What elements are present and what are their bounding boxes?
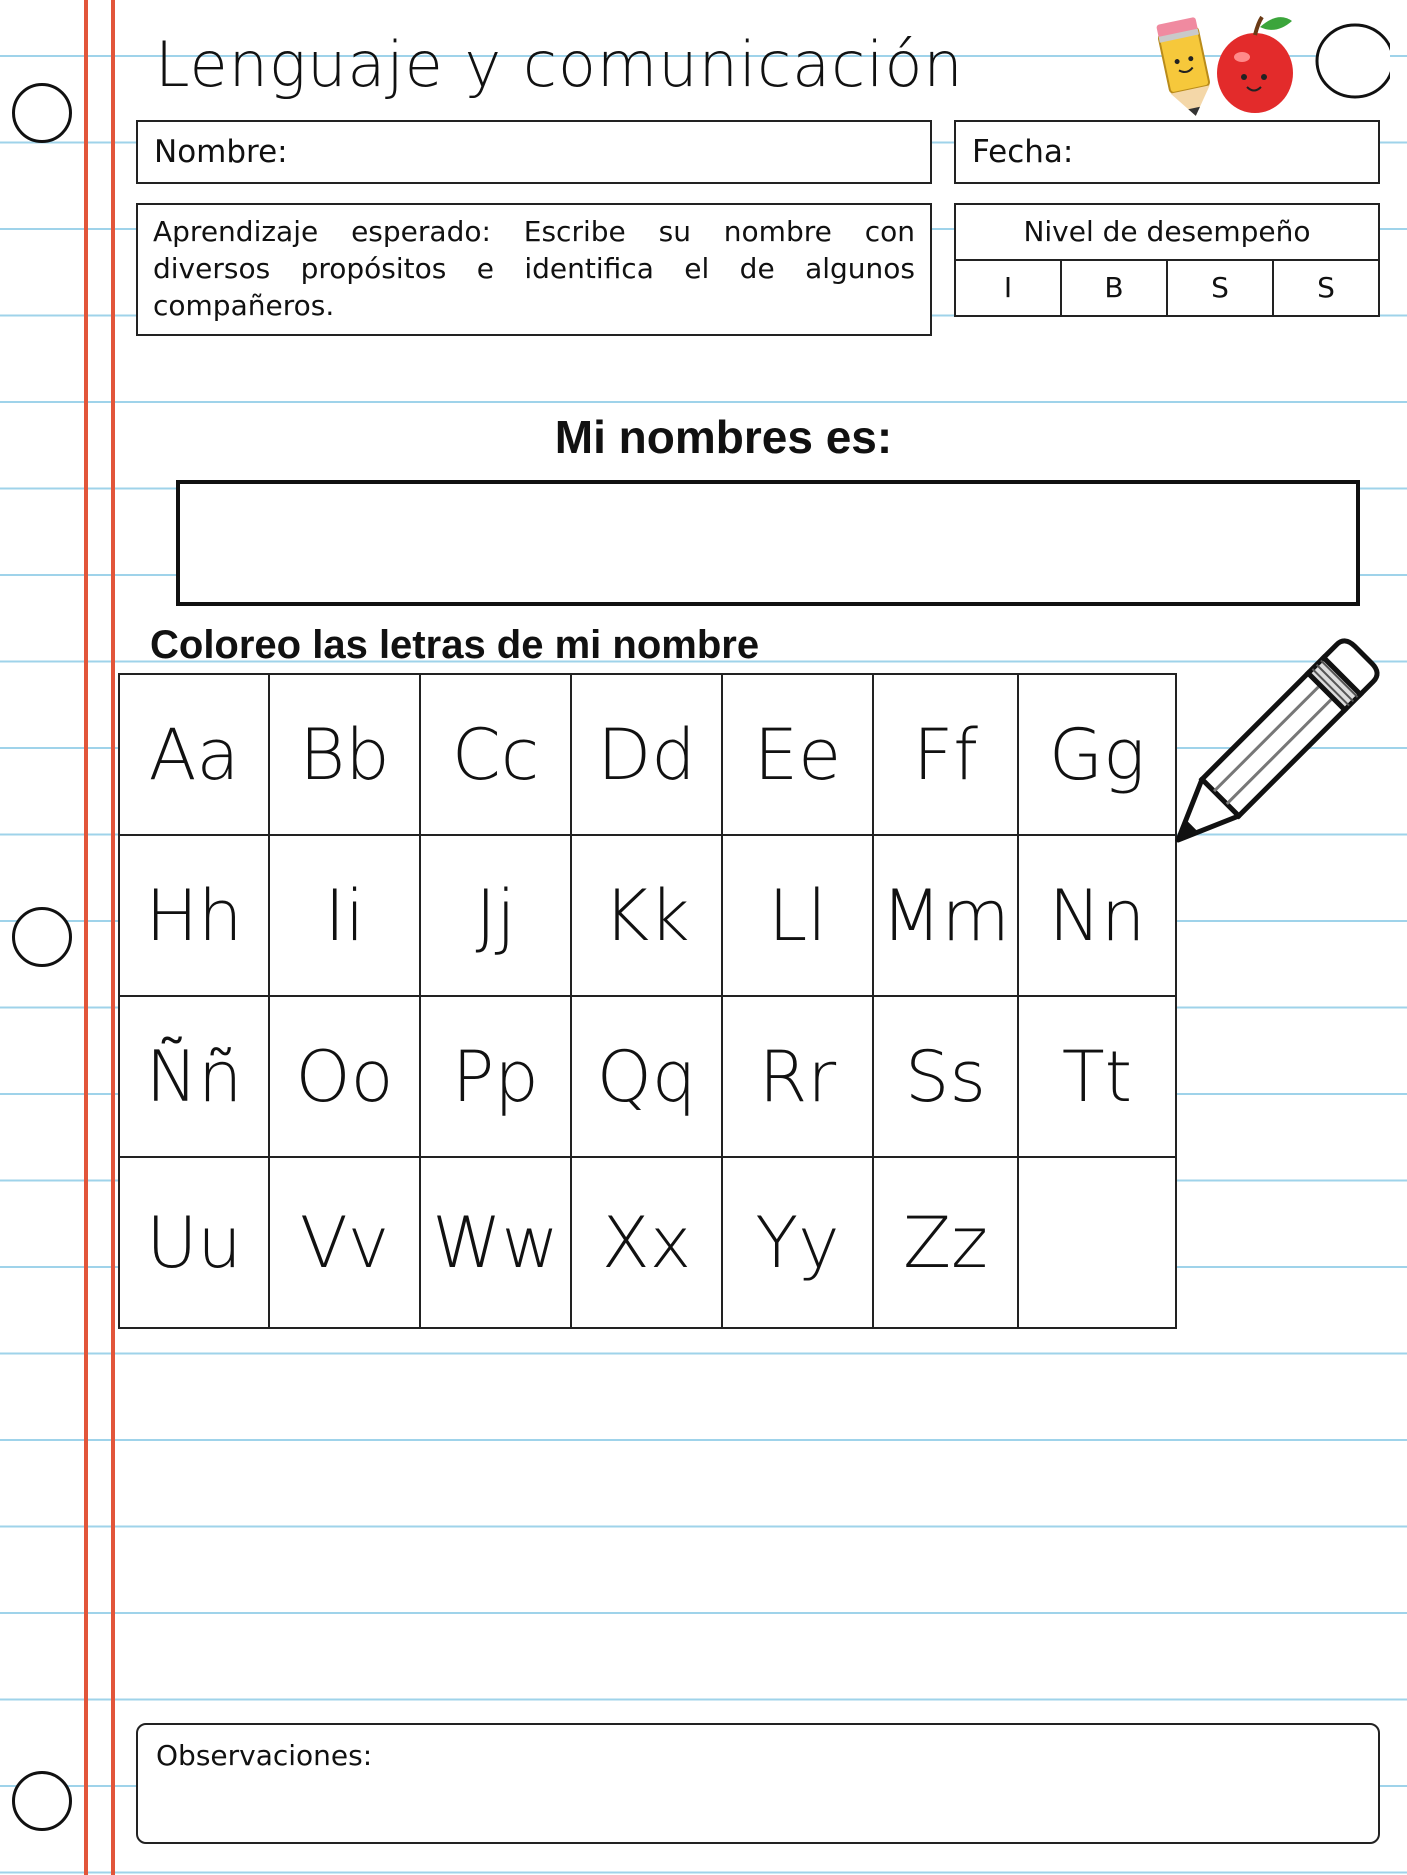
alphabet-row [119,835,1176,996]
binder-hole-middle [12,907,72,967]
aprendizaje-box [136,203,932,336]
letter-cell[interactable]: Jj [420,835,571,996]
name-writing-box[interactable] [176,480,1360,606]
letter-cell[interactable]: Ii [269,835,420,996]
letter-cell[interactable]: Mm [873,835,1018,996]
nivel-desempeno-table [954,203,1380,317]
page-title: Lenguaje y comunicación [155,28,964,101]
nivel-level-cell[interactable]: S [1168,261,1274,315]
letter-cell[interactable]: Oo [269,996,420,1157]
letter-cell[interactable]: Tt [1018,996,1176,1157]
letter-cell[interactable]: Qq [571,996,722,1157]
letter-cell[interactable]: Rr [722,996,873,1157]
coloreo-instruction: Coloreo las letras de mi nombre [150,623,760,667]
binder-hole-top [12,83,72,143]
nombre-label: Nombre: [154,134,288,170]
aprendizaje-text: Aprendizaje esperado: Escribe su nombre con diversos propósitos e identifica el de algunos compañeros. [153,215,915,322]
letter-cell[interactable]: Cc [420,674,571,835]
fecha-label: Fecha: [972,134,1074,170]
letter-cell[interactable]: Xx [571,1157,722,1328]
letter-cell[interactable]: Ññ [119,996,269,1157]
nivel-level-cell[interactable]: I [956,261,1062,315]
nombre-field[interactable] [136,120,932,184]
nivel-level-cell[interactable]: B [1062,261,1168,315]
letter-cell[interactable]: Gg [1018,674,1176,835]
pencil-apple-decoration-icon [1150,5,1390,125]
letter-cell[interactable]: Hh [119,835,269,996]
letter-cell[interactable]: Yy [722,1157,873,1328]
letter-cell[interactable]: Ll [722,835,873,996]
letter-cell[interactable]: Uu [119,1157,269,1328]
letter-cell[interactable]: Ff [873,674,1018,835]
letter-cell[interactable]: Ww [420,1157,571,1328]
fecha-field[interactable] [954,120,1380,184]
letter-cell[interactable]: Vv [269,1157,420,1328]
alphabet-grid [118,673,1177,1329]
alphabet-row [119,1157,1176,1328]
letter-cell[interactable]: Aa [119,674,269,835]
nivel-level-cell[interactable]: S [1317,271,1335,304]
letter-cell[interactable]: Ee [722,674,873,835]
mi-nombre-heading: Mi nombres es: [554,411,893,463]
letter-cell[interactable]: Bb [269,674,420,835]
observaciones-field[interactable] [136,1723,1380,1844]
letter-cell[interactable]: Ss [873,996,1018,1157]
letter-cell[interactable]: Nn [1018,835,1176,996]
alphabet-row [119,996,1176,1157]
letter-cell[interactable]: Zz [873,1157,1018,1328]
letter-cell[interactable]: Dd [571,674,722,835]
pencil-icon [1160,632,1380,862]
alphabet-row [119,674,1176,835]
nivel-desempeno-title: Nivel de desempeño [956,205,1378,261]
letter-cell[interactable]: Kk [571,835,722,996]
letter-cell[interactable]: Pp [420,996,571,1157]
binder-hole-bottom [12,1771,72,1831]
observaciones-label: Observaciones: [156,1739,373,1772]
letter-cell[interactable] [1018,1157,1176,1328]
